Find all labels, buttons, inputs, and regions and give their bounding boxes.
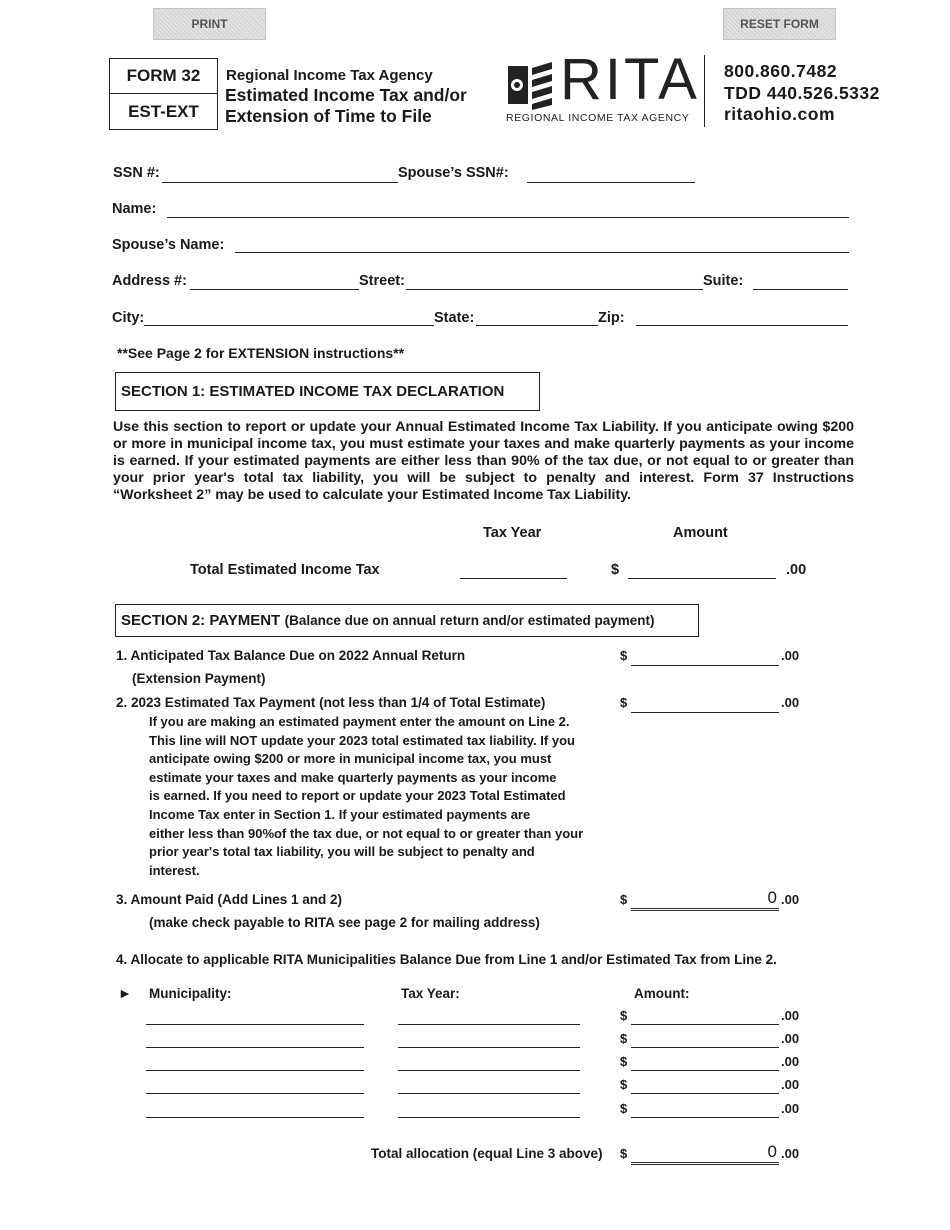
allocation-amount-input[interactable] (631, 1075, 779, 1095)
line2-note-line: If you are making an estimated payment enter the amount on Line 2. (149, 714, 570, 729)
allocation-tax-year-underline (398, 1024, 580, 1025)
name-underline (167, 217, 849, 218)
line2-note-line: is earned. If you need to report or update your 2023 Total Estimated (149, 788, 566, 804)
line2-note-line: either less than 90%of the tax due, or not equal to or greater than your (149, 825, 584, 841)
allocation-cents: .00 (781, 1054, 800, 1069)
spouse-name-underline (235, 252, 849, 253)
municipality-underline (146, 1024, 364, 1025)
ssn-label: SSN #: (113, 165, 160, 181)
allocation-tax-year-underline (398, 1117, 580, 1118)
line2-note-line: estimate your taxes and make quarterly payments as your income (149, 769, 557, 785)
state-label: State: (434, 310, 475, 326)
rita-logo-text: RITA (560, 47, 700, 112)
agency-line: Regional Income Tax Agency (226, 67, 433, 84)
allocation-amount-underline (631, 1047, 779, 1048)
street-label: Street: (359, 273, 405, 289)
line2-note-line: anticipate owing $200 or more in municipal income tax, you must (149, 751, 552, 767)
line2-note-line: interest. (149, 862, 200, 878)
line3-sublabel: (make check payable to RITA see page 2 for mailing address) (149, 915, 540, 930)
header-divider (704, 55, 705, 127)
line1-amount-input[interactable] (631, 646, 779, 666)
total-allocation-label: Total allocation (equal Line 3 above) (371, 1146, 603, 1161)
suite-underline (753, 289, 848, 290)
allocation-tax-year-underline (398, 1070, 580, 1071)
allocation-amount-underline (631, 1093, 779, 1094)
line2-note (149, 713, 583, 880)
municipality-underline (146, 1070, 364, 1071)
section2-title: SECTION 2: PAYMENT (121, 612, 281, 629)
line3-amount-value: 0 (767, 888, 777, 907)
allocation-amount-input[interactable] (631, 1006, 779, 1026)
suite-label: Suite: (703, 273, 744, 289)
total-allocation-underline (631, 1162, 779, 1165)
allocation-amount-underline (631, 1117, 779, 1118)
municipality-input[interactable] (146, 1075, 364, 1095)
section2-subtitle: (Balance due on annual return and/or estimated payment) (284, 613, 655, 628)
allocation-amount-underline (631, 1070, 779, 1071)
total-estimated-tax-label: Total Estimated Income Tax (190, 562, 380, 578)
line1-sublabel: (Extension Payment) (132, 671, 266, 686)
allocation-currency: $ (620, 1101, 628, 1116)
line2-cents: .00 (781, 695, 800, 710)
form-title-line1: Estimated Income Tax and/or (225, 85, 467, 105)
section1-tax-year-header: Tax Year (483, 525, 542, 541)
rita-logo-subtext: REGIONAL INCOME TAX AGENCY (506, 112, 690, 124)
total-allocation-value: 0 (767, 1142, 777, 1161)
tdd-number: TDD 440.526.5332 (724, 83, 880, 103)
address-number-label: Address #: (112, 273, 187, 289)
allocation-tax-year-header: Tax Year: (401, 986, 460, 1001)
address-number-underline (190, 289, 359, 290)
reset-form-button[interactable]: RESET FORM (723, 8, 836, 40)
municipality-underline (146, 1117, 364, 1118)
allocation-currency: $ (620, 1031, 628, 1046)
line3-underline (631, 908, 779, 911)
allocation-amount-header: Amount: (634, 986, 690, 1001)
line2-currency: $ (620, 695, 628, 710)
section1-paragraph: Use this section to report or update your Annual Estimated Income Tax Liability. If you anticipate owing $200 or more in municipal income tax, you must estimate your taxes and make quarterly payments as your income is earned. If your estimated payments are either less than 90% of the tax due, or not equal to or greater than your prior year's total tax liability, you will be subject to penalty and interest. Form 37 Instructions “Worksheet 2” may be used to calculate your Estimated Income Tax Liability. (113, 419, 854, 503)
line2-amount-input[interactable] (631, 693, 779, 713)
city-underline (144, 325, 434, 326)
address-number-input[interactable] (190, 271, 359, 291)
line3-cents: .00 (781, 892, 800, 907)
website: ritaohio.com (724, 104, 836, 124)
section1-title-box (115, 372, 540, 411)
line1-label: 1. Anticipated Tax Balance Due on 2022 Annual Return (116, 648, 466, 663)
cents: .00 (786, 562, 807, 578)
allocation-currency: $ (620, 1008, 628, 1023)
allocation-tax-year-input[interactable] (398, 1006, 580, 1026)
currency-symbol: $ (611, 562, 620, 578)
name-label: Name: (112, 201, 157, 217)
allocation-amount-input[interactable] (631, 1052, 779, 1072)
spouse-ssn-input[interactable] (527, 163, 695, 183)
suite-input[interactable] (753, 271, 848, 291)
allocation-tax-year-input[interactable] (398, 1052, 580, 1072)
ssn-input[interactable] (162, 163, 398, 183)
allocation-cents: .00 (781, 1008, 800, 1023)
municipality-header: Municipality: (149, 986, 232, 1001)
street-input[interactable] (406, 271, 703, 291)
line3-currency: $ (620, 892, 628, 907)
tax-year-underline (460, 578, 567, 579)
total-estimated-tax-year-input[interactable] (460, 560, 567, 580)
allocation-tax-year-input[interactable] (398, 1029, 580, 1049)
total-allocation-cents: .00 (781, 1146, 800, 1161)
line2-underline (631, 712, 779, 713)
allocation-tax-year-input[interactable] (398, 1099, 580, 1119)
line1-cents: .00 (781, 648, 800, 663)
form-code: EST-EXT (128, 102, 199, 121)
line1-underline (631, 665, 779, 666)
line4-label: 4. Allocate to applicable RITA Municipalities Balance Due from Line 1 and/or Estimated Tax from Line 2. (116, 952, 777, 967)
state-underline (476, 325, 598, 326)
line2-note-line: prior year's total tax liability, you will be subject to penalty and (149, 844, 535, 860)
line2-note-line: Income Tax enter in Section 1. If your estimated payments are (149, 806, 531, 822)
municipality-underline (146, 1093, 364, 1094)
allocation-tax-year-underline (398, 1093, 580, 1094)
spouse-ssn-underline (527, 182, 695, 183)
form-number: FORM 32 (110, 59, 217, 94)
extension-note: **See Page 2 for EXTENSION instructions** (117, 345, 405, 361)
line2-label: 2. 2023 Estimated Tax Payment (not less than 1/4 of Total Estimate) (116, 695, 546, 710)
total-allocation-currency: $ (620, 1146, 628, 1161)
line2-note-line: This line will NOT update your 2023 total estimated tax liability. If you (149, 732, 575, 748)
allocation-tax-year-input[interactable] (398, 1075, 580, 1095)
zip-label: Zip: (598, 310, 625, 326)
section1-title: SECTION 1: ESTIMATED INCOME TAX DECLARATION (121, 383, 505, 400)
allocation-currency: $ (620, 1077, 628, 1092)
allocation-amount-underline (631, 1024, 779, 1025)
street-underline (406, 289, 703, 290)
allocation-currency: $ (620, 1054, 628, 1069)
municipality-input[interactable] (146, 1006, 364, 1026)
phone-number: 800.860.7482 (724, 61, 838, 81)
line3-label: 3. Amount Paid (Add Lines 1 and 2) (116, 892, 343, 907)
allocation-amount-input[interactable] (631, 1029, 779, 1049)
municipality-input[interactable] (146, 1029, 364, 1049)
allocation-amount-input[interactable] (631, 1099, 779, 1119)
form-title-line2: Extension of Time to File (225, 106, 432, 126)
section2-title-box (115, 604, 699, 637)
line1-currency: $ (620, 648, 628, 663)
rita-logo-icon (506, 60, 554, 110)
name-input[interactable] (167, 199, 849, 219)
print-button[interactable]: PRINT (153, 8, 266, 40)
municipality-input[interactable] (146, 1099, 364, 1119)
municipality-input[interactable] (146, 1052, 364, 1072)
total-estimated-tax-amount-input[interactable] (628, 560, 776, 580)
ssn-underline (162, 182, 398, 183)
municipality-underline (146, 1047, 364, 1048)
zip-underline (636, 325, 848, 326)
allocation-cents: .00 (781, 1101, 800, 1116)
allocation-tax-year-underline (398, 1047, 580, 1048)
arrow-icon: ► (118, 985, 132, 1001)
city-label: City: (112, 310, 145, 326)
section1-amount-header: Amount (673, 525, 728, 541)
form-number-box (109, 58, 218, 130)
spouse-ssn-label: Spouse’s SSN#: (398, 165, 509, 181)
allocation-cents: .00 (781, 1031, 800, 1046)
allocation-cents: .00 (781, 1077, 800, 1092)
amount-underline (628, 578, 776, 579)
spouse-name-label: Spouse’s Name: (112, 237, 225, 253)
